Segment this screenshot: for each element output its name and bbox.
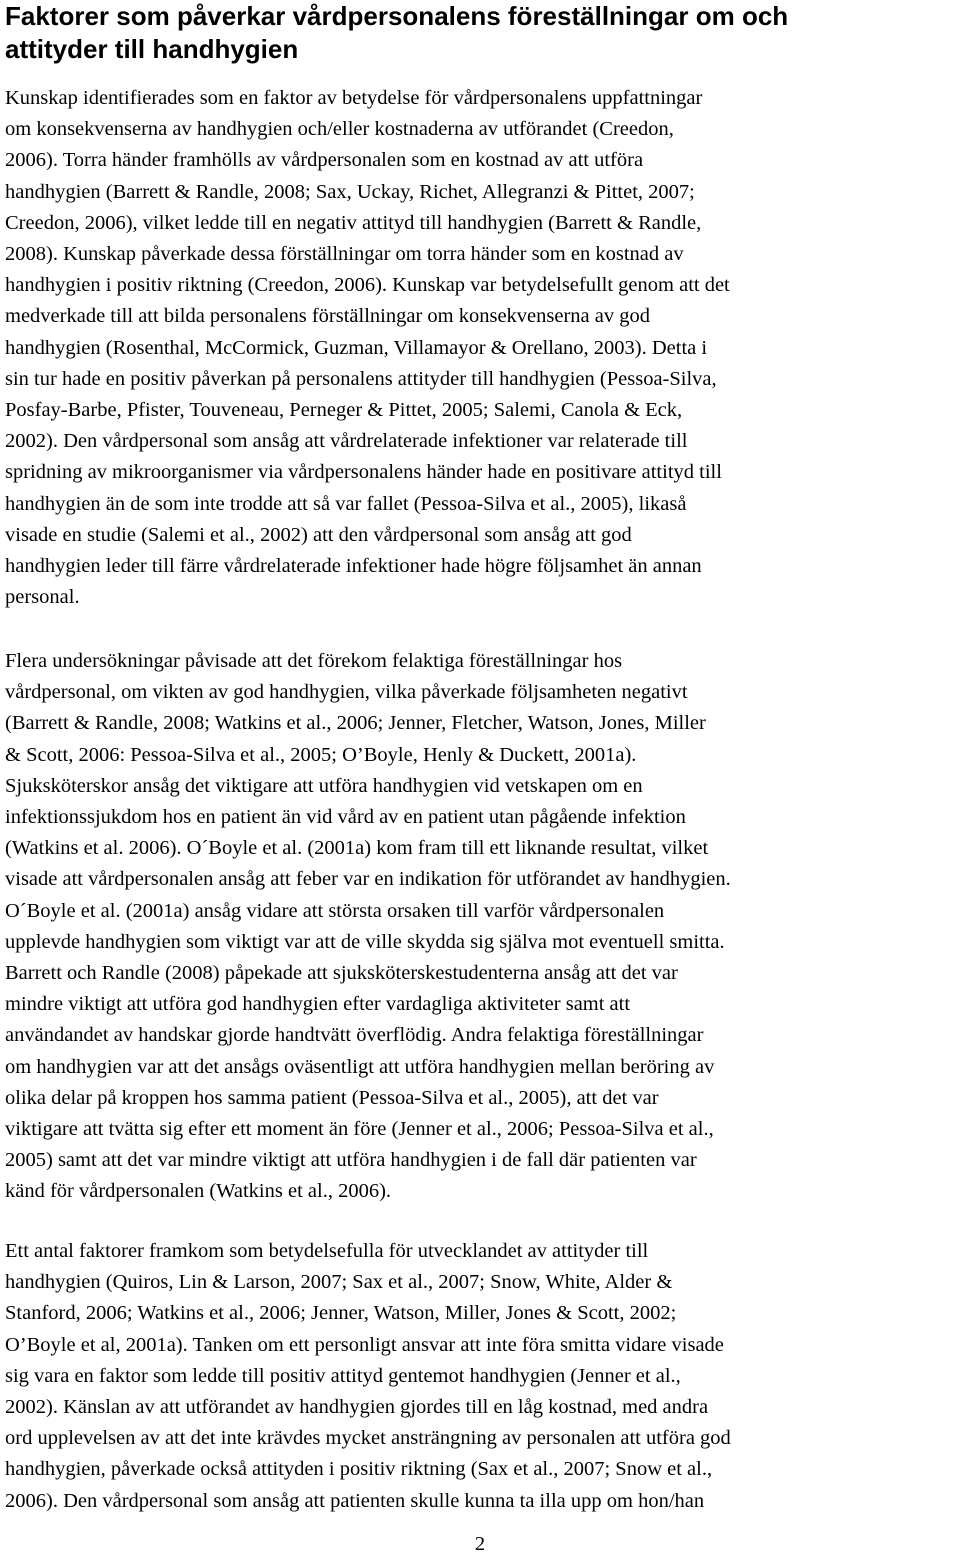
text-line: handhygien, påverkade också attityden i positiv riktning (Sax et al., 2007; Snow et al., bbox=[5, 1458, 713, 1481]
text-line: O’Boyle et al, 2001a). Tanken om ett personligt ansvar att inte föra smitta vidare visade bbox=[5, 1333, 724, 1356]
text-line: Stanford, 2006; Watkins et al., 2006; Jenner, Watson, Miller, Jones & Scott, 2002; bbox=[5, 1302, 677, 1325]
text-line: visade att vårdpersonalen ansåg att feber var en indikation för utförandet av handhygien. bbox=[5, 868, 731, 891]
text-line: mindre viktigt att utföra god handhygien efter vardagliga aktiviteter samt att bbox=[5, 993, 631, 1016]
paragraph-attitude-factors bbox=[5, 1236, 951, 1517]
text-line: 2006). Torra händer framhölls av vårdpersonalen som en kostnad av att utföra bbox=[5, 149, 644, 172]
text-line: medverkade till att bilda personalens förställningar om konsekvenserna av god bbox=[5, 305, 650, 328]
text-line: handhygien i positiv riktning (Creedon, 2006). Kunskap var betydelsefullt genom att det bbox=[5, 274, 730, 297]
text-line: ord upplevelsen av att det inte krävdes mycket ansträngning av personalen att utföra god bbox=[5, 1427, 731, 1450]
text-line: om handhygien var att det ansågs oväsentligt att utföra handhygien mellan beröring av bbox=[5, 1055, 715, 1078]
text-line: handhygien leder till färre vårdrelaterade infektioner hade högre följsamhet än annan bbox=[5, 555, 702, 578]
paragraph-knowledge bbox=[5, 83, 951, 613]
text-line: O´Boyle et al. (2001a) ansåg vidare att största orsaken till varför vårdpersonalen bbox=[5, 899, 665, 922]
text-line: sig vara en faktor som ledde till positiv attityd gentemot handhygien (Jenner et al., bbox=[5, 1364, 681, 1387]
text-line: 2005) samt att det var mindre viktigt att utföra handhygien i de fall där patienten var bbox=[5, 1149, 697, 1172]
text-line: Ett antal faktorer framkom som betydelsefulla för utvecklandet av attityder till bbox=[5, 1240, 649, 1262]
text-line: Creedon, 2006), vilket ledde till en negativ attityd till handhygien (Barrett & Randle, bbox=[5, 211, 702, 234]
text-line: Posfay-Barbe, Pfister, Touveneau, Perneger & Pittet, 2005; Salemi, Canola & Eck, bbox=[5, 399, 683, 422]
text-line: olika delar på kroppen hos samma patient (Pessoa-Silva et al., 2005), att det var bbox=[5, 1086, 659, 1109]
text-line: viktigare att tvätta sig efter ett moment än före (Jenner et al., 2006; Pessoa-Silva et al., bbox=[5, 1118, 714, 1141]
heading-line: Faktorer som påverkar vårdpersonalens föreställningar om och bbox=[5, 1, 789, 31]
text-line: visade en studie (Salemi et al., 2002) att den vårdpersonal som ansåg att god bbox=[5, 523, 632, 546]
section-heading bbox=[5, 0, 945, 66]
text-line: Sjuksköterskor ansåg det viktigare att utföra handhygien vid vetskapen om en bbox=[5, 774, 643, 797]
text-line: 2002). Känslan av att utförandet av handhygien gjordes till en låg kostnad, med andra bbox=[5, 1396, 709, 1419]
text-line: vårdpersonal, om vikten av god handhygien, vilka påverkade följsamheten negativt bbox=[5, 681, 688, 704]
text-line: Barrett och Randle (2008) påpekade att sjuksköterskestudenterna ansåg att det var bbox=[5, 962, 678, 985]
text-line: 2006). Den vårdpersonal som ansåg att patienten skulle kunna ta illa upp om hon/han bbox=[5, 1489, 705, 1512]
text-line: infektionssjukdom hos en patient än vid vård av en patient utan pågående infektion bbox=[5, 806, 686, 829]
text-line: handhygien (Rosenthal, McCormick, Guzman, Villamayor & Orellano, 2003). Detta i bbox=[5, 336, 708, 359]
text-line: användandet av handskar gjorde handtvätt överflödig. Andra felaktiga föreställningar bbox=[5, 1024, 704, 1047]
text-line: Flera undersökningar påvisade att det förekom felaktiga föreställningar hos bbox=[5, 650, 623, 672]
text-line: (Watkins et al. 2006). O´Boyle et al. (2001a) kom fram till ett liknande resultat, vilket bbox=[5, 837, 709, 860]
text-line: handhygien (Quiros, Lin & Larson, 2007; Sax et al., 2007; Snow, White, Alder & bbox=[5, 1271, 673, 1294]
page-number: 2 bbox=[474, 1533, 486, 1555]
text-line: 2002). Den vårdpersonal som ansåg att vårdrelaterade infektioner var relaterade till bbox=[5, 430, 688, 453]
text-line: & Scott, 2006: Pessoa-Silva et al., 2005; O’Boyle, Henly & Duckett, 2001a). bbox=[5, 743, 637, 766]
paragraph-misconceptions bbox=[5, 646, 951, 1208]
heading-line: attityder till handhygien bbox=[5, 34, 299, 64]
text-line: (Barrett & Randle, 2008; Watkins et al., 2006; Jenner, Fletcher, Watson, Jones, Miller bbox=[5, 712, 706, 735]
text-line: upplevde handhygien som viktigt var att de ville skydda sig själva mot eventuell smitta. bbox=[5, 930, 725, 953]
text-line: handhygien än de som inte trodde att så var fallet (Pessoa-Silva et al., 2005), likaså bbox=[5, 492, 687, 515]
text-line: personal. bbox=[5, 586, 80, 609]
text-line: om konsekvenserna av handhygien och/eller kostnaderna av utförandet (Creedon, bbox=[5, 118, 674, 141]
text-line: handhygien (Barrett & Randle, 2008; Sax, Uckay, Richet, Allegranzi & Pittet, 2007; bbox=[5, 180, 695, 203]
text-line: spridning av mikroorganismer via vårdpersonalens händer hade en positivare attityd till bbox=[5, 461, 722, 484]
text-line: känd för vårdpersonalen (Watkins et al., 2006). bbox=[5, 1180, 392, 1203]
text-line: 2008). Kunskap påverkade dessa förställningar om torra händer som en kostnad av bbox=[5, 243, 684, 266]
text-line: Kunskap identifierades som en faktor av betydelse för vårdpersonalens uppfattningar bbox=[5, 87, 703, 109]
text-line: sin tur hade en positiv påverkan på personalens attityder till handhygien (Pessoa-Silva, bbox=[5, 367, 717, 390]
